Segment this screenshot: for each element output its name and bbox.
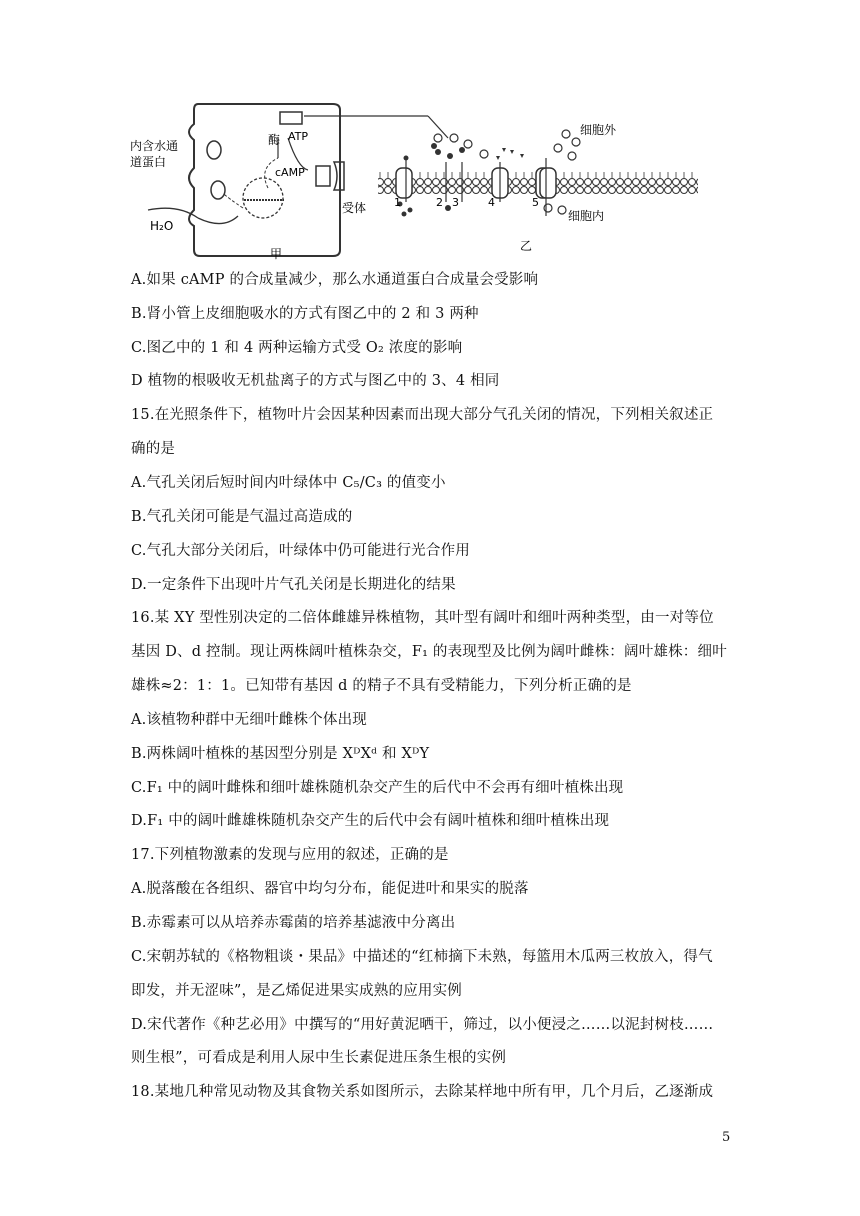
label-water-channel-2: 道蛋白 — [130, 155, 167, 169]
label-n2: 2 — [436, 196, 443, 209]
text-line: 则生根”，可看成是利用人尿中生长素促进压条生根的实例 — [131, 1050, 507, 1066]
text-line: 18.某地几种常见动物及其食物关系如图所示，去除某样地中所有甲，几个月后，乙逐渐成 — [131, 1084, 714, 1100]
label-n4: 4 — [488, 196, 495, 209]
text-line: 17.下列植物激素的发现与应用的叙述，正确的是 — [131, 847, 449, 863]
label-yi: 乙 — [520, 239, 533, 253]
text-line: D.宋代著作《种艺必用》中撰写的“用好黄泥晒干，筛过，以小便浸之……以泥封树枝…… — [131, 1017, 714, 1033]
text-line: D.一定条件下出现叶片气孔关闭是长期进化的结果 — [131, 577, 456, 593]
text-line: B.赤霉素可以从培养赤霉菌的培养基滤液中分离出 — [131, 915, 456, 931]
label-receptor: 受体 — [342, 201, 367, 215]
text-line: B.气孔关闭可能是气温过高造成的 — [131, 509, 353, 525]
text-line: C.宋朝苏轼的《格物粗谈・果品》中描述的“红柿摘下未熟，每篮用木瓜两三枚放入，得气 — [131, 949, 713, 965]
text-line: A.该植物种群中无细叶雌株个体出现 — [131, 712, 367, 728]
membrane-yi — [378, 168, 698, 198]
text-line: C.图乙中的 1 和 4 两种运输方式受 O₂ 浓度的影响 — [131, 340, 463, 356]
label-inside: 细胞内 — [568, 209, 605, 223]
text-line: 16.某 XY 型性别决定的二倍体雌雄异株植物，其叶型有阔叶和细叶两种类型，由一对等位 — [131, 610, 714, 626]
cell-jia-outline — [189, 104, 340, 256]
label-n5: 5 — [532, 196, 539, 209]
label-n1: 1 — [394, 196, 401, 209]
page-number: 5 — [722, 1130, 731, 1145]
label-enzyme: 酶 — [268, 133, 281, 147]
text-line: 15.在光照条件下，植物叶片会因某种因素而出现大部分气孔关闭的情况，下列相关叙述正 — [131, 407, 714, 423]
label-outside: 细胞外 — [580, 123, 617, 137]
label-atp: ATP — [288, 130, 309, 143]
label-water-channel-1: 内含水通 — [130, 139, 179, 153]
text-line: D.F₁ 中的阔叶雌雄株随机杂交产生的后代中会有阔叶植株和细叶植株出现 — [131, 813, 610, 829]
text-line: A.气孔关闭后短时间内叶绿体中 C₅/C₃ 的值变小 — [131, 475, 446, 491]
label-jia: 甲 — [270, 247, 283, 260]
text-line: B.两株阔叶植株的基因型分别是 XᴰXᵈ 和 XᴰY — [131, 746, 430, 762]
cell-diagram — [128, 98, 728, 260]
text-line: 确的是 — [131, 441, 176, 457]
text-line: A.脱落酸在各组织、器官中均匀分布，能促进叶和果实的脱落 — [131, 881, 529, 897]
text-line: 基因 D、d 控制。现让两株阔叶植株杂交，F₁ 的表现型及比例为阔叶雌株：阔叶雄株：细叶 — [131, 644, 727, 660]
label-n3: 3 — [452, 196, 459, 209]
text-line: C.气孔大部分关闭后，叶绿体中仍可能进行光合作用 — [131, 543, 470, 559]
text-line: 雄株≈2：1：1。已知带有基因 d 的精子不具有受精能力，下列分析正确的是 — [131, 678, 632, 694]
label-h2o: H₂O — [150, 219, 174, 233]
label-camp: cAMP — [275, 166, 305, 179]
text-line: B.肾小管上皮细胞吸水的方式有图乙中的 2 和 3 两种 — [131, 306, 479, 322]
text-line: 即发，并无涩味”，是乙烯促进果实成熟的应用实例 — [131, 983, 463, 999]
text-line: D 植物的根吸收无机盐离子的方式与图乙中的 3、4 相同 — [131, 373, 500, 389]
text-line: A.如果 cAMP 的合成量减少，那么水通道蛋白合成量会受影响 — [131, 272, 539, 288]
text-line: C.F₁ 中的阔叶雌株和细叶雄株随机杂交产生的后代中不会再有细叶植株出现 — [131, 780, 624, 796]
